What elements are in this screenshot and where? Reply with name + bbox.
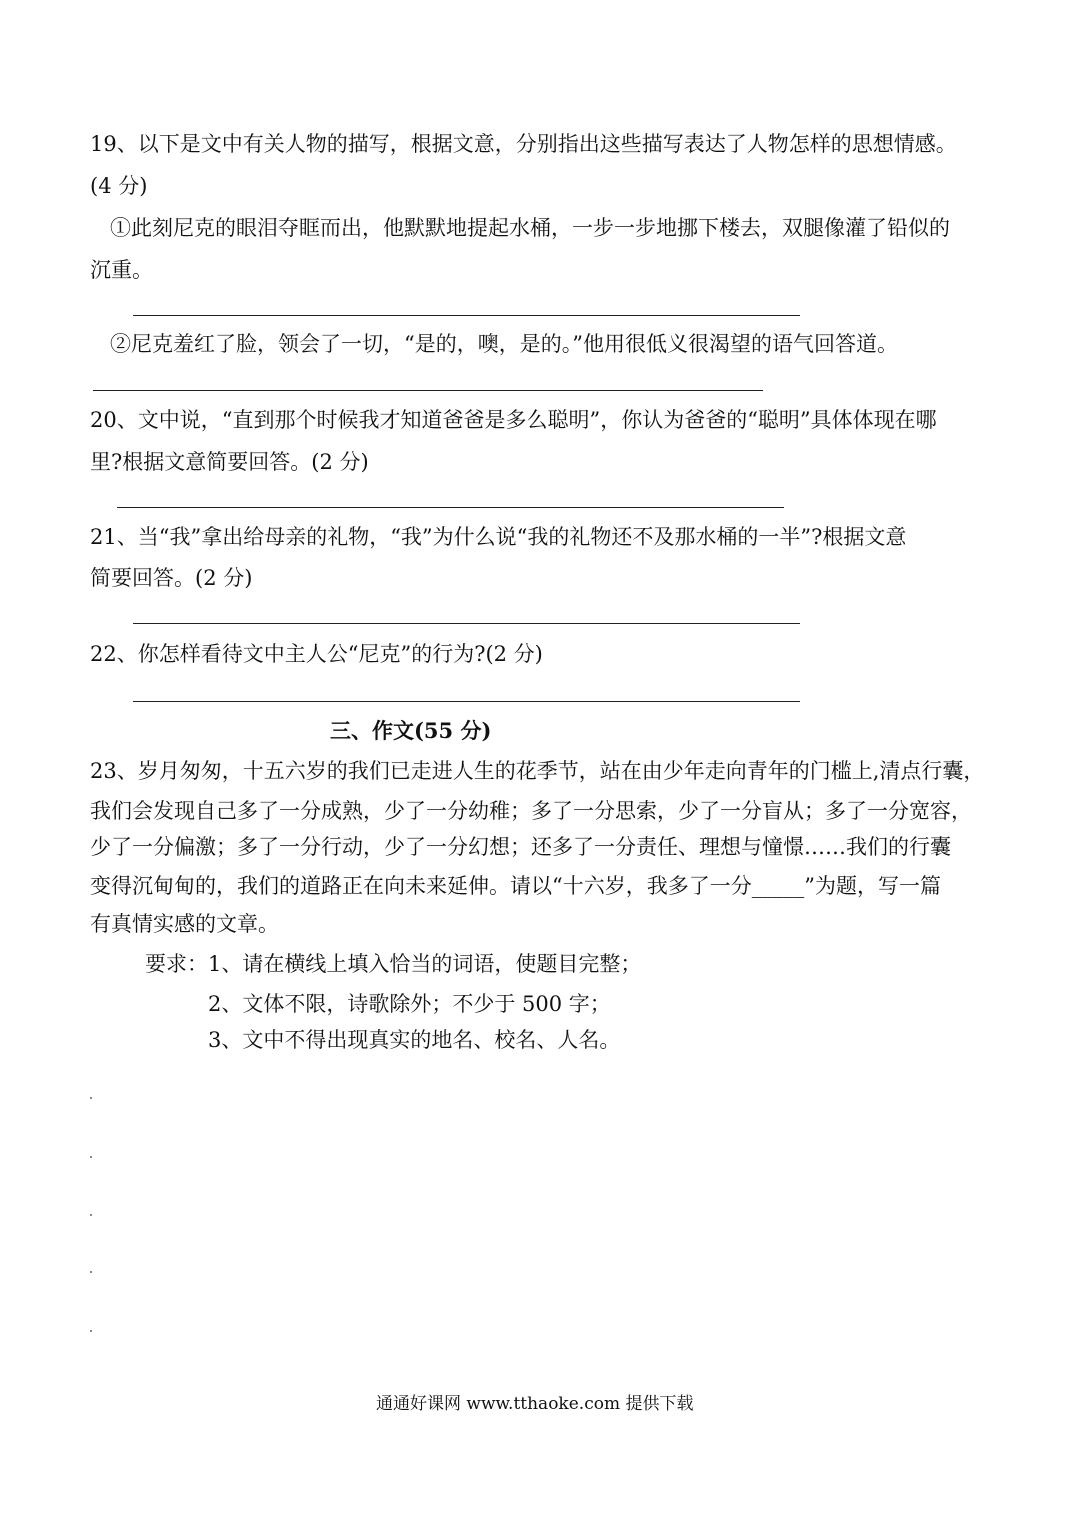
q22-prompt: 22、你怎样看待文中主人公“尼克”的行为?(2 分): [90, 642, 543, 666]
q19-item1-line2: 沉重。: [90, 258, 153, 282]
margin-mark: [90, 1330, 92, 1332]
q19-item2-answer-line[interactable]: [93, 390, 763, 391]
q20-prompt-line1: 20、文中说，“直到那个时候我才知道爸爸是多么聪明”，你认为爸爸的“聪明”具体体现在哪: [90, 408, 937, 432]
q22-answer-line[interactable]: [133, 701, 800, 702]
q19-item2-text: ②尼克羞红了脸，领会了一切，“是的，噢，是的。”他用很低义很渴望的语气回答道。: [110, 332, 898, 356]
q23-prompt-line3: 少了一分偏激；多了一分行动，少了一分幻想；还多了一分责任、理想与憧憬……我们的行囊: [90, 835, 951, 859]
q23-requirement-2: 2、文体不限，诗歌除外；不少于 500 字；: [208, 992, 611, 1016]
q23-prompt-line5: 有真情实感的文章。: [90, 912, 279, 936]
q19-item1-answer-line[interactable]: [133, 315, 800, 316]
q21-answer-line[interactable]: [133, 623, 800, 624]
q20-answer-line[interactable]: [117, 507, 784, 508]
margin-mark: [90, 1214, 92, 1216]
margin-mark: [90, 1271, 92, 1273]
section3-title: 三、作文(55 分): [330, 718, 492, 743]
q23-requirement-1: 要求：1、请在横线上填入恰当的词语，使题目完整；: [145, 952, 642, 976]
q23-prompt-line4: 变得沉甸甸的，我们的道路正在向未来延伸。请以“十六岁，我多了一分_____”为题，写一篇: [90, 874, 941, 898]
q23-prompt-line1: 23、岁月匆匆，十五六岁的我们已走进人生的花季节，站在由少年走向青年的门槛上,清点行囊，: [90, 759, 985, 783]
q23-prompt-line2: 我们会发现自己多了一分成熟，少了一分幼稚；多了一分思索，少了一分盲从；多了一分宽容，: [90, 799, 972, 823]
margin-mark: [90, 1156, 92, 1158]
footer-text: 通通好课网 www.tthaoke.com 提供下载: [376, 1394, 694, 1414]
margin-mark: [90, 1097, 92, 1099]
q21-prompt-line2: 简要回答。(2 分): [90, 566, 253, 590]
q19-prompt-line1: 19、以下是文中有关人物的描写，根据文意，分别指出这些描写表达了人物怎样的思想情感。: [90, 132, 957, 156]
q19-prompt-line2: (4 分): [90, 174, 148, 198]
q19-item1-line1: ①此刻尼克的眼泪夺眶而出，他默默地提起水桶，一步一步地挪下楼去，双腿像灌了铅似的: [110, 216, 950, 240]
q21-prompt-line1: 21、当“我”拿出给母亲的礼物，“我”为什么说“我的礼物还不及那水桶的一半”?根据文意: [90, 525, 907, 549]
q20-prompt-line2: 里?根据文意简要回答。(2 分): [90, 450, 369, 474]
q23-requirement-3: 3、文中不得出现真实的地名、校名、人名。: [208, 1028, 621, 1052]
